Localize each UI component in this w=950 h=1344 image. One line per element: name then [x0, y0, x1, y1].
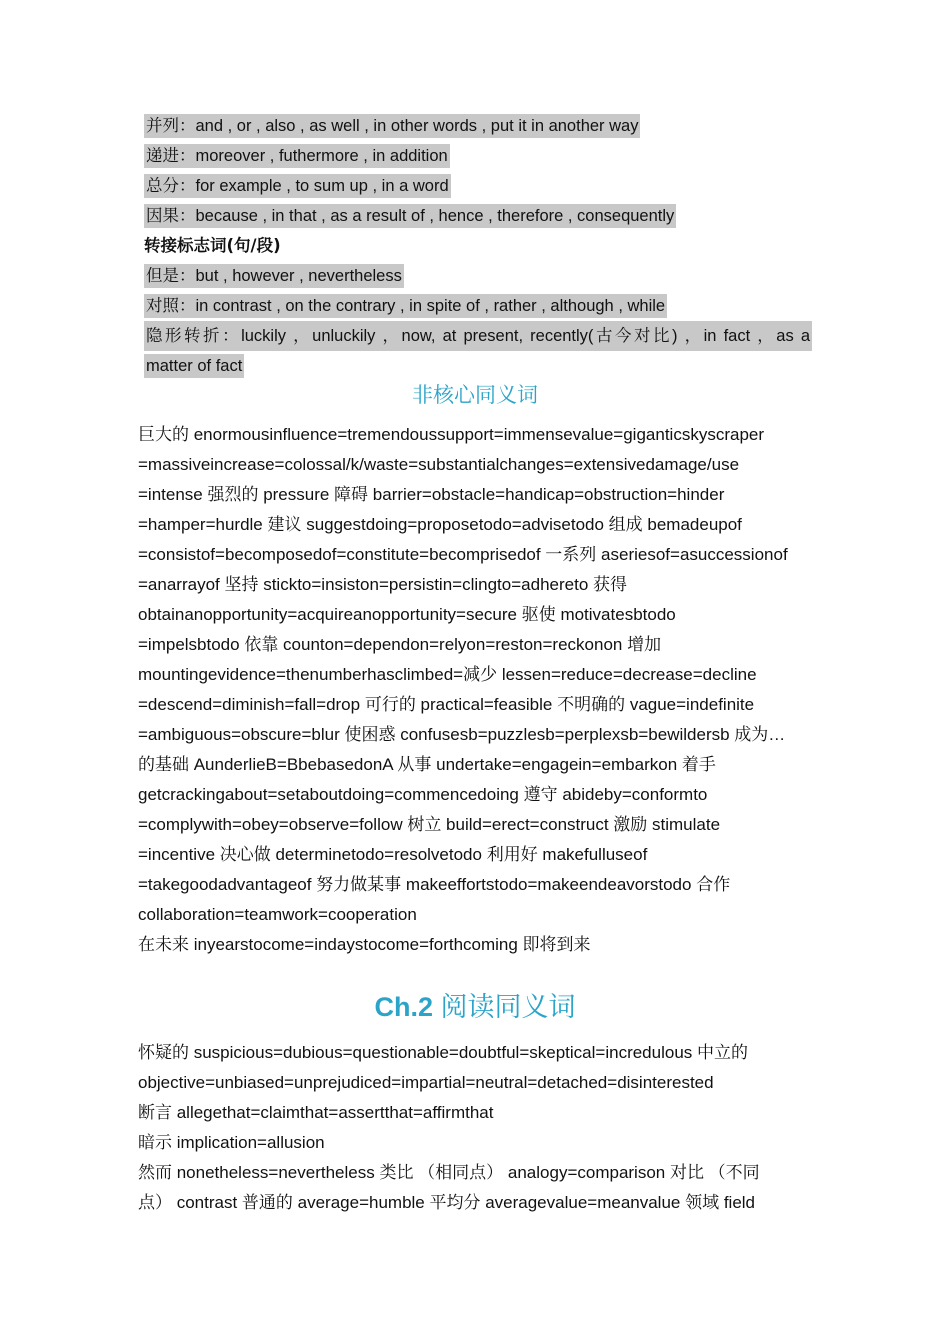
- connective-line: [144, 171, 814, 201]
- connective-label: 因果：: [146, 206, 196, 225]
- paragraph-line: 然而 nonetheless=nevertheless 类比 （相同点） analogy=comparison 对比 （不同: [138, 1163, 760, 1182]
- connective-label: 隐形转折：: [146, 326, 242, 345]
- connective-line: [144, 291, 814, 321]
- paragraph-line: =impelsbtodo 依靠 counton=dependon=relyon=reston=reckonon 增加: [138, 635, 662, 654]
- paragraph-line: =hamper=hurdle 建议 suggestdoing=proposetodo=advisetodo 组成 bemadeupof: [138, 515, 742, 534]
- paragraph-line: =incentive 决心做 determinetodo=resolvetodo 利用好 makefulluseof: [138, 845, 648, 864]
- connective-text: luckily ，unluckily ，now, at present, recently(古今对比) ，in fact ，as a: [241, 327, 810, 345]
- paragraph-line: 的基础 AunderlieB=BbebasedonA 从事 undertake=engagein=embarkon 着手: [138, 755, 716, 774]
- connective-line: [144, 261, 814, 291]
- chapter-title: 阅读同义词: [440, 992, 576, 1023]
- transition-markers-heading: 转接标志词(句/段): [144, 236, 281, 255]
- paragraph-line: 巨大的 enormousinfluence=tremendoussupport=immensevalue=giganticskyscraper: [138, 425, 765, 444]
- paragraph-line: 暗示 implication=allusion: [138, 1133, 325, 1152]
- reading-synonyms-paragraph: [138, 1038, 818, 1218]
- paragraph-line: 断言 allegethat=claimthat=assertthat=affirmthat: [138, 1103, 494, 1122]
- paragraph-line: =consistof=becomposedof=constitute=becomprisedof 一系列 aseriesof=asuccessionof: [138, 545, 788, 564]
- connective-text: for example , to sum up , in a word: [195, 177, 449, 195]
- connective-text: because , in that , as a result of , hence , therefore , consequently: [195, 207, 675, 225]
- connective-heading-line: [144, 231, 814, 261]
- paragraph-line: =takegoodadvantageof 努力做某事 makeeffortstodo=makeendeavorstodo 合作: [138, 875, 731, 894]
- paragraph-line: mountingevidence=thenumberhasclimbed=减少 lessen=reduce=decrease=decline: [138, 665, 757, 684]
- paragraph-line: =massiveincrease=colossal/k/waste=substantialchanges=extensivedamage/use: [138, 455, 740, 474]
- connective-text: and , or , also , as well , in other words , put it in another way: [195, 117, 639, 135]
- section-title-ch2-reading-synonyms: [0, 985, 950, 1024]
- connective-line: [144, 201, 814, 231]
- section-title-non-core-synonyms: 非核心同义词: [412, 383, 538, 407]
- connective-line: [144, 111, 814, 141]
- paragraph-line: =complywith=obey=observe=follow 树立 build=erect=construct 激励 stimulate: [138, 815, 721, 834]
- non-core-synonyms-paragraph: [138, 420, 818, 960]
- paragraph-line: =anarrayof 坚持 stickto=insiston=persistin=clingto=adhereto 获得: [138, 575, 627, 594]
- paragraph-line: obtainanopportunity=acquireanopportunity=secure 驱使 motivatesbtodo: [138, 605, 676, 624]
- connective-line: [144, 321, 814, 351]
- paragraph-line: 点） contrast 普通的 average=humble 平均分 averagevalue=meanvalue 领域 field: [138, 1193, 756, 1212]
- paragraph-line: 怀疑的 suspicious=dubious=questionable=doubtful=skeptical=incredulous 中立的: [138, 1043, 748, 1062]
- connective-line: [144, 141, 814, 171]
- connective-line: [144, 351, 814, 381]
- connectives-block: [144, 111, 814, 381]
- connective-label: 但是：: [146, 266, 196, 285]
- connective-text: moreover , futhermore , in addition: [195, 147, 448, 165]
- paragraph-line: =ambiguous=obscure=blur 使困惑 confusesb=puzzlesb=perplexsb=bewildersb 成为…: [138, 725, 786, 744]
- paragraph-line: =intense 强烈的 pressure 障碍 barrier=obstacle=handicap=obstruction=hinder: [138, 485, 725, 504]
- paragraph-line: =descend=diminish=fall=drop 可行的 practical=feasible 不明确的 vague=indefinite: [138, 695, 755, 714]
- connective-label: 并列：: [146, 116, 196, 135]
- paragraph-line: getcrackingabout=setaboutdoing=commencedoing 遵守 abideby=conformto: [138, 785, 708, 804]
- connective-text: in contrast , on the contrary , in spite of , rather , although , while: [195, 297, 666, 315]
- connective-label: 递进：: [146, 146, 196, 165]
- paragraph-line: objective=unbiased=unprejudiced=impartial=neutral=detached=disinterested: [138, 1073, 714, 1092]
- connective-text: but , however , nevertheless: [195, 267, 402, 285]
- chapter-number: Ch.2: [374, 992, 441, 1022]
- paragraph-line: collaboration=teamwork=cooperation: [138, 905, 417, 924]
- paragraph-line: 在未来 inyearstocome=indaystocome=forthcoming 即将到来: [138, 935, 591, 954]
- connective-label: 对照：: [146, 296, 196, 315]
- connective-text: matter of fact: [146, 357, 243, 375]
- connective-label: 总分：: [146, 176, 196, 195]
